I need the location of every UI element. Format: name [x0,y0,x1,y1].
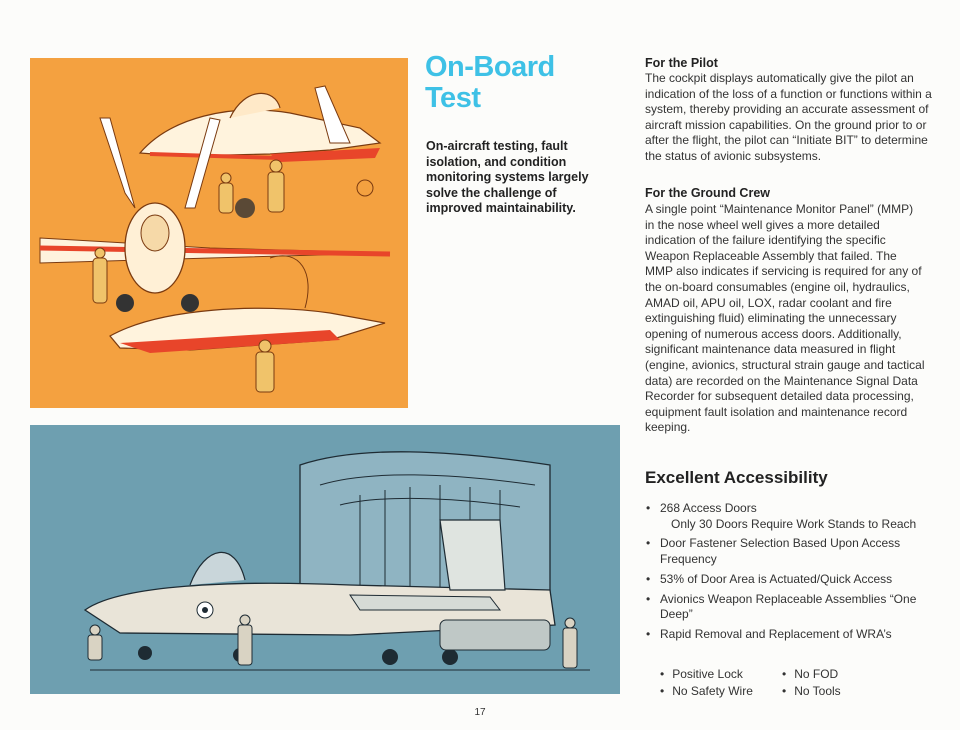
bullet: • [646,627,651,642]
list-item-text: Avionics Weapon Replaceable Assemblies “One Deep” [660,591,917,622]
list-item-subtext: Only 30 Doors Require Work Stands to Reach [671,516,917,531]
sub-list-item [782,683,841,699]
sub-list-item-text: No Tools [794,684,841,698]
list-item-text: 53% of Door Area is Actuated/Quick Access [660,571,893,586]
bullet: • [660,684,665,698]
sub-list-item [660,666,743,682]
list-item [645,536,945,567]
sub-list-item [660,683,753,699]
pilot-text: The cockpit displays automatically give the pilot an indication of the loss of a function or functions within a system, thereby providing an accurate assessment of aircraft mission capabilities. On the ground prior to or after the flight, the pilot can “Initiate BIT” to determine the status of avionic subsystems. [645,71,932,163]
page-number: 17 [474,707,486,718]
title-line-1: On-Board [425,51,555,83]
sub-list-item [782,666,838,682]
aircraft-maintenance-illustration-orange [30,58,408,408]
list-item [645,592,945,623]
list-item [645,501,945,532]
bullet: • [782,667,787,681]
ground-crew-heading: For the Ground Crew [645,186,770,200]
page-title [425,52,555,114]
list-item-text: 268 Access Doors [660,501,757,515]
bullet: • [646,536,651,551]
sub-list-item-text: No FOD [794,667,839,681]
bullet: • [646,501,651,515]
bullet: • [646,571,651,586]
sub-list-item-text: No Safety Wire [672,684,753,698]
accessibility-heading: Excellent Accessibility [645,468,828,487]
accessibility-list [645,501,945,647]
list-item-text: Rapid Removal and Replacement of WRA’s [660,627,892,642]
bullet: • [660,667,665,681]
list-item [645,572,945,588]
list-item [645,627,945,643]
ground-crew-text: A single point “Maintenance Monitor Panel” (MMP) in the nose wheel well gives a more detailed indication of the failure identifying the specific Weapon Replaceable Assembly that failed. The MMP also indicates if servicing is required for any of the on-board consumables (engine oil, hydraulics, AMAD oil, APU oil, LOX, radar coolant and fire extinguishing fluid) eliminating the unnecessary opening of numerous access doors. Additionally, significant maintenance data measured in flight (engine, avionics, structural strain gauge and tactical data) are recorded on the Maintenance Signal Data Recorder for subsequent detailed data processing, equipment fault isolation and maintenance record keeping. [645,202,925,435]
list-item-text: Door Fastener Selection Based Upon Access Frequency [660,536,901,567]
pilot-heading: For the Pilot [645,56,718,70]
bullet: • [782,684,787,698]
bullet: • [646,591,651,606]
sub-list-item-text: Positive Lock [672,667,743,681]
title-line-2: Test [425,82,481,114]
intro-text: On-aircraft testing, fault isolation, and condition monitoring systems largely solve the challenge of improved maintainability. [426,139,589,215]
aircraft-hangar-illustration-blue [30,425,620,694]
